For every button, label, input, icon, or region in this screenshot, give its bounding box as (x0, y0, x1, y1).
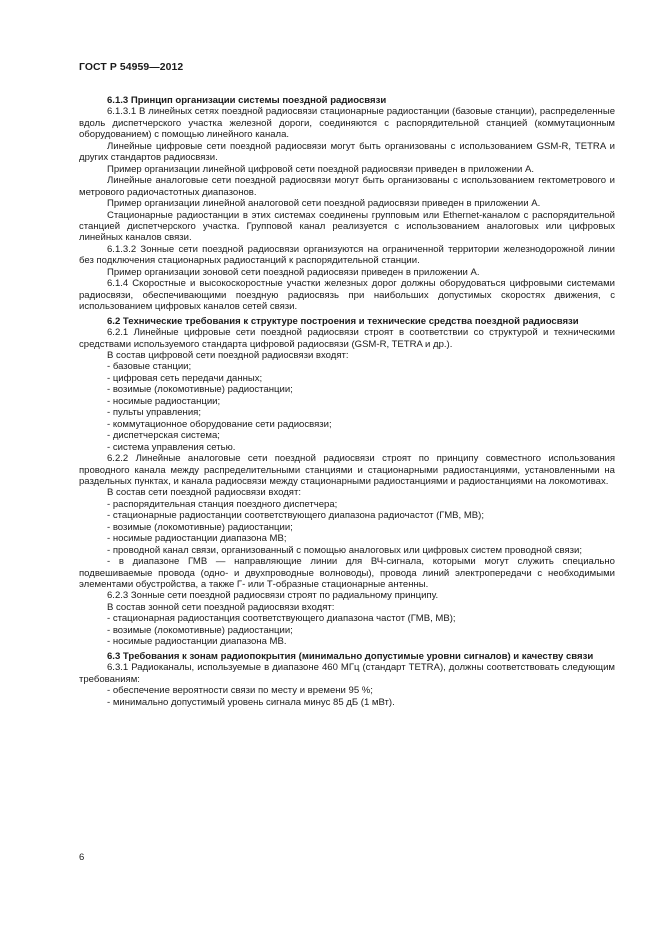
list-item: - носимые радиостанции; (107, 395, 221, 407)
paragraph: В состав сети поездной радиосвязи входят: (107, 487, 301, 499)
list-item: - распорядительная станция поездного диспетчера; (107, 498, 338, 510)
document-body (79, 95, 615, 708)
paragraph: Пример организации зоновой сети поездной радиосвязи приведен в приложении А. (107, 266, 480, 278)
list-item: - система управления сетью. (107, 441, 236, 453)
list-item: - стационарная радиостанция соответствующего диапазона частот (ГМВ, МВ); (107, 613, 456, 625)
paragraph: 6.2.3 Зонные сети поездной радиосвязи строят по радиальному принципу. (107, 590, 439, 602)
paragraph: В состав зонной сети поездной радиосвязи входят: (107, 601, 335, 613)
paragraph: - проводной канал связи, организованный с помощью аналоговых или цифровых систем проводной связи; (107, 544, 582, 556)
list-item: - минимально допустимый уровень сигнала минус 85 дБ (1 мВт). (107, 696, 395, 708)
list-item: - диспетчерская система; (107, 430, 220, 442)
section-heading: 6.1.3 Принцип организации системы поездной радиосвязи (107, 95, 387, 106)
paragraph: 6.3.1 Радиоканалы, используемые в диапазоне 460 МГц (стандарт TETRA), должны соответствовать следующим требованиям: (79, 662, 615, 685)
list-item: - возимые (локомотивные) радиостанции; (107, 624, 293, 636)
page-number: 6 (79, 852, 85, 863)
list-item: - коммутационное оборудование сети радиосвязи; (107, 418, 332, 430)
paragraph: 6.1.3.1 В линейных сетях поездной радиосвязи стационарные радиостанции (базовые станции), распределенные вдоль диспетчерского участка железной дороги, соединяются с распорядительной станцией (коммутационным оборудованием) с помощью линейного канала. (79, 106, 615, 141)
list-item: - возимые (локомотивные) радиостанции; (107, 384, 293, 396)
paragraph: В состав цифровой сети поездной радиосвязи входят: (107, 349, 349, 361)
list-item: - возимые (локомотивные) радиостанции; (107, 521, 293, 533)
paragraph: Стационарные радиостанции в этих системах соединены групповым или Ethernet-каналом с распорядительной станцией диспетчерского участка. Групповой канал реализуется с использованием аналоговых или цифровых линейных каналов связи. (79, 209, 615, 244)
section-heading: 6.3 Требования к зонам радиопокрытия (минимально допустимые уровни сигналов) и качеству связи (107, 650, 594, 662)
list-item: - носимые радиостанции диапазона МВ; (107, 533, 287, 545)
paragraph: Линейные цифровые сети поездной радиосвязи могут быть организованы с использованием GSM-R, TETRA и других стандартов радиосвязи. (79, 140, 615, 164)
paragraph: 6.1.4 Скоростные и высокоскоростные участки железных дорог должны оборудоваться цифровыми системами радиосвязи, обеспечивающими поездную радиосвязь при наибольших допустимых скоростях движения, с использованием цифровых каналов сетей связи. (79, 278, 615, 313)
paragraph: 6.2.2 Линейные аналоговые сети поездной радиосвязи строят по принципу совместного использования проводного канала между распределительными станциями и стационарными радиостанциями, установленными на раздельных пунктах, и канала радиосвязи между стационарными радиостанциями и радиостанциями на локомотивах. (79, 453, 615, 487)
paragraph: 6.1.3.2 Зонные сети поездной радиосвязи организуются на ограниченной территории железнодорожной линии без подключения стационарных радиостанций к распорядительной станции. (79, 243, 615, 267)
list-item: - пульты управления; (107, 407, 201, 419)
paragraph: 6.2.1 Линейные цифровые сети поездной радиосвязи строят в соответствии со структурой и техническими средствами используемого стандарта цифровой радиосвязи (GSM-R, TETRA и др.). (79, 327, 615, 350)
list-item: - цифровая сеть передачи данных; (107, 372, 263, 384)
document-header: ГОСТ Р 54959—2012 (79, 62, 184, 73)
list-item: - обеспечение вероятности связи по месту и времени 95 %; (107, 685, 373, 697)
paragraph: Пример организации линейной цифровой сети поездной радиосвязи приведен в приложении А. (107, 163, 535, 175)
paragraph: Пример организации линейной аналоговой сети поездной радиосвязи приведен в приложении А. (107, 198, 541, 210)
list-item: - стационарные радиостанции соответствующего диапазона радиочастот (ГМВ, МВ); (107, 510, 485, 522)
paragraph: Линейные аналоговые сети поездной радиосвязи могут быть организованы с использованием гектометрового и метрового радиочастотных диапазонов. (79, 175, 615, 198)
list-item: - базовые станции; (107, 361, 192, 373)
paragraph: - в диапазоне ГМВ — направляющие линии для ВЧ-сигнала, которыми могут служить специально подвешиваемые провода (одно- и двухпроводные волноводы), провода линий электропередачи с необходимыми элементами обустройства, а также Г- или Т-образные стационарные антенны. (79, 556, 615, 591)
section-heading: 6.2 Технические требования к структуре построения и технические средства поездной радиосвязи (107, 315, 579, 327)
list-item: - носимые радиостанции диапазона МВ. (107, 636, 287, 648)
